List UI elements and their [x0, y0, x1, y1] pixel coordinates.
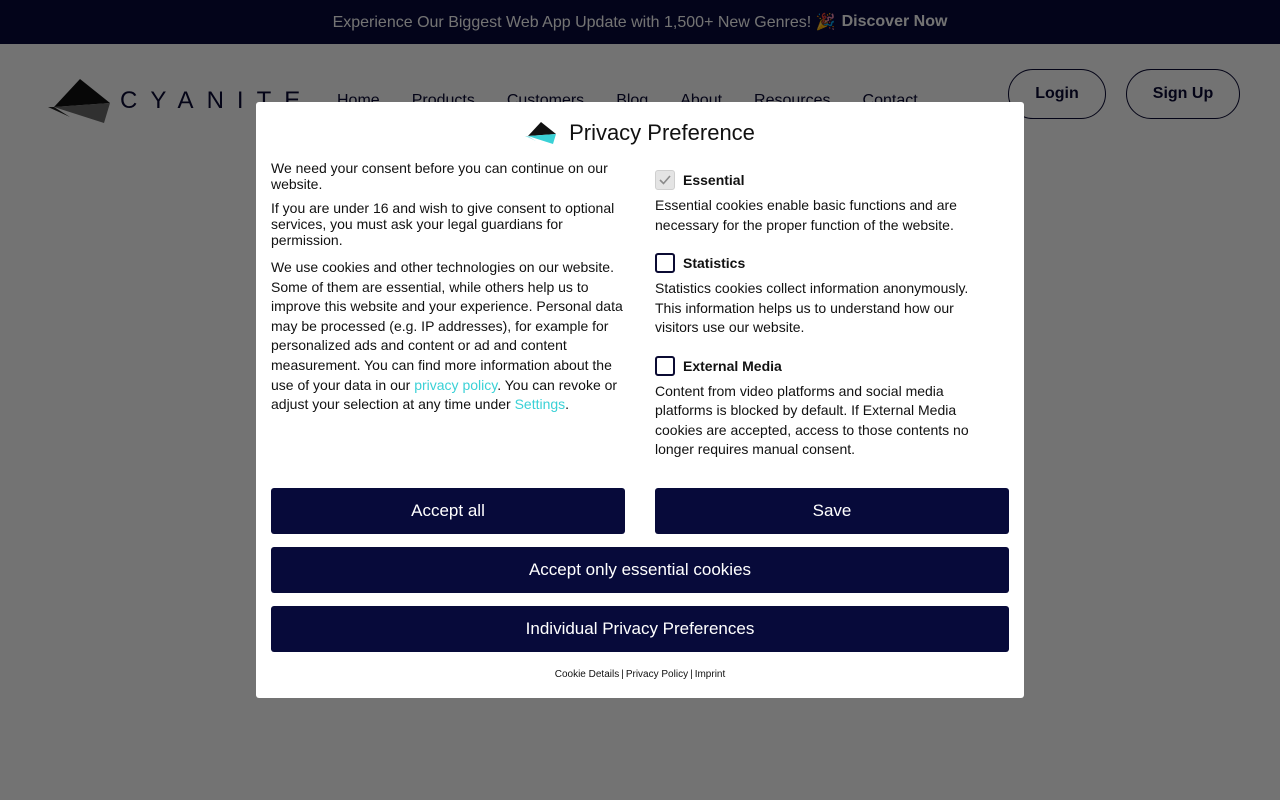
- footer-separator: |: [690, 669, 693, 680]
- external-media-checkbox[interactable]: [655, 356, 675, 376]
- dialog-title-text: Privacy Preference: [569, 120, 755, 145]
- option-statistics: [655, 253, 985, 338]
- essential-label: Essential: [683, 172, 745, 188]
- intro-paragraph-2: If you are under 16 and wish to give consent to optional services, you must ask your legal guardians for permission.: [271, 200, 615, 248]
- essential-checkbox[interactable]: [655, 170, 675, 190]
- cookie-info-paragraph: [271, 258, 631, 415]
- statistics-description: Statistics cookies collect information anonymously. This information helps us to understand how our visitors use our website.: [655, 280, 969, 335]
- cookie-details-link[interactable]: Cookie Details: [554, 669, 620, 680]
- cookie-info-text-2: . You can revoke or adjust your selection at any time under: [271, 376, 618, 413]
- cookie-options: [655, 170, 985, 478]
- cyanite-small-logo-icon: [525, 121, 557, 145]
- option-external-media: [655, 356, 985, 460]
- settings-link[interactable]: Settings: [514, 396, 566, 413]
- statistics-label: Statistics: [683, 255, 746, 271]
- imprint-link[interactable]: Imprint: [694, 669, 726, 680]
- external-media-label: External Media: [683, 357, 782, 374]
- option-essential: [655, 170, 985, 235]
- external-media-description: Content from video platforms and social media platforms is blocked by default. If External Media cookies are accepted, access to those contents no longer requires manual consent.: [655, 382, 969, 457]
- cookie-info-text: We use cookies and other technologies on our website. Some of them are essential, while others help us to improve this website and your experience. Personal data may be processed (e.g. IP addresses), for example for personalized ads and content or ad and content measurement. You can find more information about the use of your data in our: [271, 259, 623, 393]
- save-button[interactable]: Save: [655, 488, 1009, 534]
- dialog-footer-links: [256, 669, 1024, 680]
- essential-description: Essential cookies enable basic functions and are necessary for the proper function of the website.: [655, 197, 957, 233]
- footer-separator: |: [621, 669, 624, 680]
- privacy-policy-link[interactable]: privacy policy: [414, 376, 498, 393]
- cookie-info-text-end: .: [565, 396, 570, 413]
- accept-all-button[interactable]: Accept all: [271, 488, 625, 534]
- privacy-preference-dialog: [256, 102, 1024, 698]
- consent-text: [271, 160, 631, 423]
- accept-essential-button[interactable]: Accept only essential cookies: [271, 547, 1009, 593]
- intro-paragraph-1: We need your consent before you can continue on our website.: [271, 160, 608, 192]
- statistics-checkbox[interactable]: [655, 253, 675, 273]
- individual-preferences-button[interactable]: Individual Privacy Preferences: [271, 606, 1009, 652]
- check-icon: [659, 175, 671, 185]
- dialog-title: [256, 120, 1024, 146]
- footer-privacy-policy-link[interactable]: Privacy Policy: [625, 669, 689, 680]
